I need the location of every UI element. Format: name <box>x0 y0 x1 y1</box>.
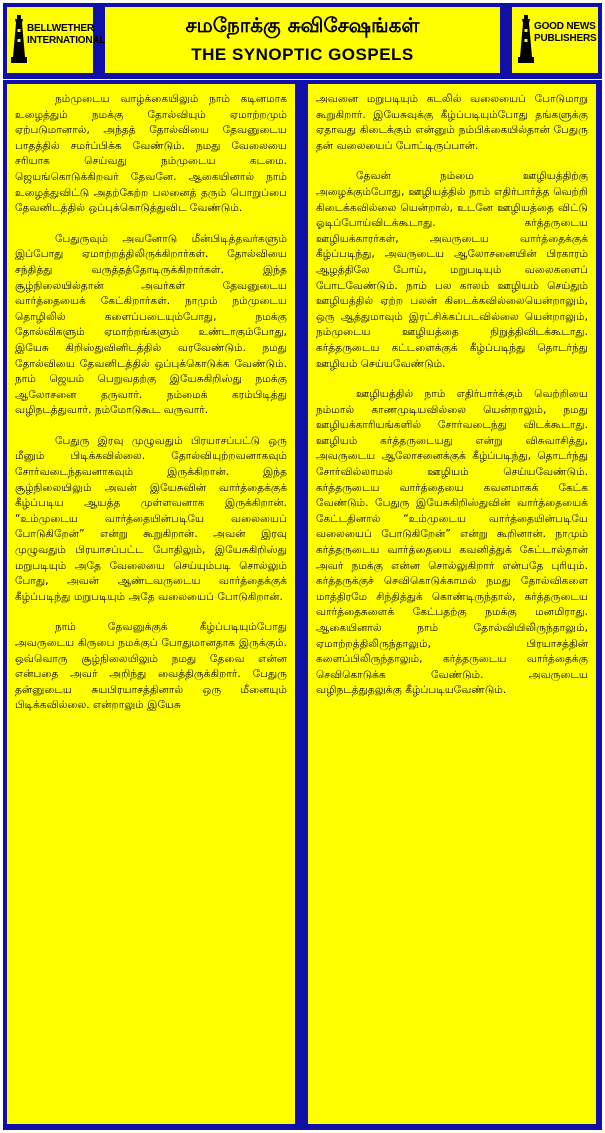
page-title-tamil: சமநோக்கு சுவிசேஷங்கள் <box>185 13 420 37</box>
bellwether-logo <box>7 7 106 73</box>
good-news-line1: GOOD NEWS <box>534 21 596 32</box>
title-panel <box>105 7 500 73</box>
left-column <box>7 84 295 1124</box>
right-column <box>308 84 596 1124</box>
lighthouse-icon <box>518 13 534 65</box>
paragraph: அவனை மறுபடியும் கடலில் வலையைப் போடுமாறு கூறுகிறார். இயேசுவுக்கு கீழ்ப்படியும்போது தங்களுக்கு ஏதாவது கிடைக்கும் என்னும் நம்பிக்கையில்தான் பேதுரு தன் வலையைப் போட்டிருப்பான். <box>316 93 588 152</box>
good-news-logo-text <box>534 21 596 45</box>
article-body <box>3 80 602 1130</box>
page-title-english: THE SYNOPTIC GOSPELS <box>191 45 414 64</box>
bellwether-logo-text <box>27 23 105 47</box>
paragraph: தேவன் நம்மை ஊழியத்திற்கு அழைக்கும்போது, ஊழியத்தில் நாம் எதிர்பார்த்த வெற்றி கிடைக்கவில்லை யென்றால், உடனே ஊழியத்தை விட்டு ஓடிப்போய்விடக்கூடாது. கர்த்தருடைய ஊழியக்காரர்கள், அவருடைய வார்த்தைக்குக் கீழ்ப்படிந்து, அவருடைய ஆலோசனையின் பிரகாரம் ஆழத்திலே போய், மறுபடியும் வலைகளைப் போடவேண்டும். நாம் பல காலம் ஊழியம் செய்தும் ஊழியத்தில் ஏற்ற பலன் கிடைக்கவில்லையென்றாலும், ஒரு ஆத்துமாவும் இரட்சிக்கப்படவில்லை யென்றாலும், நம்முடைய ஊழியத்தை நிறுத்திவிடக்கூடாது. கர்த்தருடைய கட்டளைக்குக் கீழ்ப்படிந்து தொடர்ந்து ஊழியம் செய்யவேண்டும். <box>316 170 588 370</box>
header-banner <box>3 3 602 79</box>
bellwether-line1: BELLWETHER <box>27 23 94 34</box>
paragraph: நாம் தேவனுக்குக் கீழ்ப்படியும்போது அவருடைய கிருபை நமக்குப் போதுமானதாக இருக்கும். ஒவ்வொரு சூழ்நிலையிலும் நமது தேவை என்ன என்பதை அவர் அறிந்து வைத்திருக்கிறார். பேதுரு தன்னுடைய சுயபிரயாசத்தினால் ஒரு மீனையும் பிடிக்கவில்லை. என்றாலும் இயேசு <box>15 621 287 712</box>
paragraph: பேதுருவும் அவனோடு மீன்பிடித்தவர்களும் இப்போது ஏமாற்றத்திலிருக்கிறார்கள். தோல்வியை சந்தித்து வருத்தத்தோடிருக்கிறார்கள். இந்த சூழ்நிலையில்தான் அவர்கள் தேவனுடைய வார்த்தையைக் கேட்கிறார்கள். நாமும் நம்முடைய தொழிலில் களைப்படையும்போது, நமக்கு தோல்விகளும் ஏமாற்றங்களும் உண்டாகும்போது, இயேசு கிறிஸ்துவினிடத்தில் வரவேண்டும். நமது தோல்வியை தேவனிடத்தில் ஒப்புக்கொடுக்க வேண்டும். நாம் ஜெயம் பெறுவதற்கு இயேசுகிறிஸ்து நமக்கு ஆலோசனை தருவார். நம்மைக் கரம்பிடித்து வழிநடத்துவார். நம்மோடுகூட வருவார். <box>15 232 287 417</box>
paragraph: ஊழியத்தில் நாம் எதிர்பார்க்கும் வெற்றியை நம்மால் காணமுடியவில்லை யென்றாலும், நமது ஊழியக்காரியங்களில் சோர்வடைந்து விடக்கூடாது. ஊழியம் கர்த்தருடையது என்று விசுவாசித்து, அவருடைய ஆலோசனைக்குக் கீழ்ப்படிந்து, தொடர்ந்து சோர்வில்லாமல் ஊழியம் செய்யவேண்டும். கர்த்தருடைய வார்த்தையை கவனமாகக் கேட்க வேண்டும். பேதுரு இயேசுகிறிஸ்துவின் வார்த்தையைக் கேட்டதினால் “உம்முடைய வார்த்தையின்படியே வலையைப் போடுகிறேன்” என்று கூறினான். நாமும் கர்த்தருடைய வார்த்தையை கவனித்துக் கேட்டால்தான் அவர் நமக்கு என்ன சொல்லுகிறார் என்பதே புரியும். கர்த்தருக்குச் செவிகொடுக்காமல் நமது தோல்விகளை மாத்திரமே சிந்தித்துக் கொண்டிருந்தால், கர்த்தருடைய வார்த்தைகளைக் கேட்பதற்கு நமக்கு மனமிராது. ஆகையினால் நாம் தோல்வியிலிருந்தாலும், ஏமாற்றத்திலிருந்தாலும், பிரயாசத்தின் களைப்பிலிருந்தாலும், கர்த்தருடைய வார்த்தைக்கு செவிகொடுக்க வேண்டும். அவருடைய வழிநடத்துதலுக்கு கீழ்ப்படியவேண்டும். <box>316 388 588 697</box>
paragraph: நம்முடைய வாழ்க்கையிலும் நாம் கடினமாக உழைத்தும் நமக்கு தோல்வியும் ஏமாற்றமும் ஏற்படுமானால், அந்தத் தோல்வியை தேவனுடைய பாதத்தில் சமர்ப்பிக்க வேண்டும். நமது வேலையை சரியாக செய்வது நம்முடைய கடமை. ஜெயங்கொடுக்கிறவர் தேவனே. ஆகையினால் நாம் உழைத்துவிட்டு அதற்கேற்ற பலனைத் தரும் பொறுப்பை தேவனிடத்தில் ஒப்புக்கொடுத்துவிட வேண்டும். <box>15 93 287 215</box>
good-news-line2: PUBLISHERS <box>534 33 597 44</box>
paragraph: பேதுரு இரவு முழுவதும் பிரயாசப்பட்டு ஒரு மீனும் பிடிக்கவில்லை. தோல்வியுற்றவனாகவும் சோர்வடைந்தவனாகவும் இருக்கிறான். இந்த சூழ்நிலையிலும் அவன் இயேசுவின் வார்த்தைக்குக் கீழ்ப்படிய ஆயத்த முள்ளவனாக இருக்கிறான். “உம்முடைய வார்த்தையின்படியே வலையைப் போடுகிறேன்” என்று கூறுகிறான். அவன் இரவு முழுவதும் பிரயாசப்பட்ட போதிலும், இயேசுகிறிஸ்து மறுபடியும் அதே வேலையை செய்யும்படி சொல்லும் போது, அவன் ஆண்டவருடைய வார்த்தைக்குக் கீழ்ப்படிந்து மறுபடியும் அதே வலையைப் போடுகிறான். <box>15 434 287 603</box>
good-news-logo <box>512 7 598 73</box>
lighthouse-icon <box>11 13 27 65</box>
bellwether-line2: INTERNATIONAL <box>27 35 106 46</box>
